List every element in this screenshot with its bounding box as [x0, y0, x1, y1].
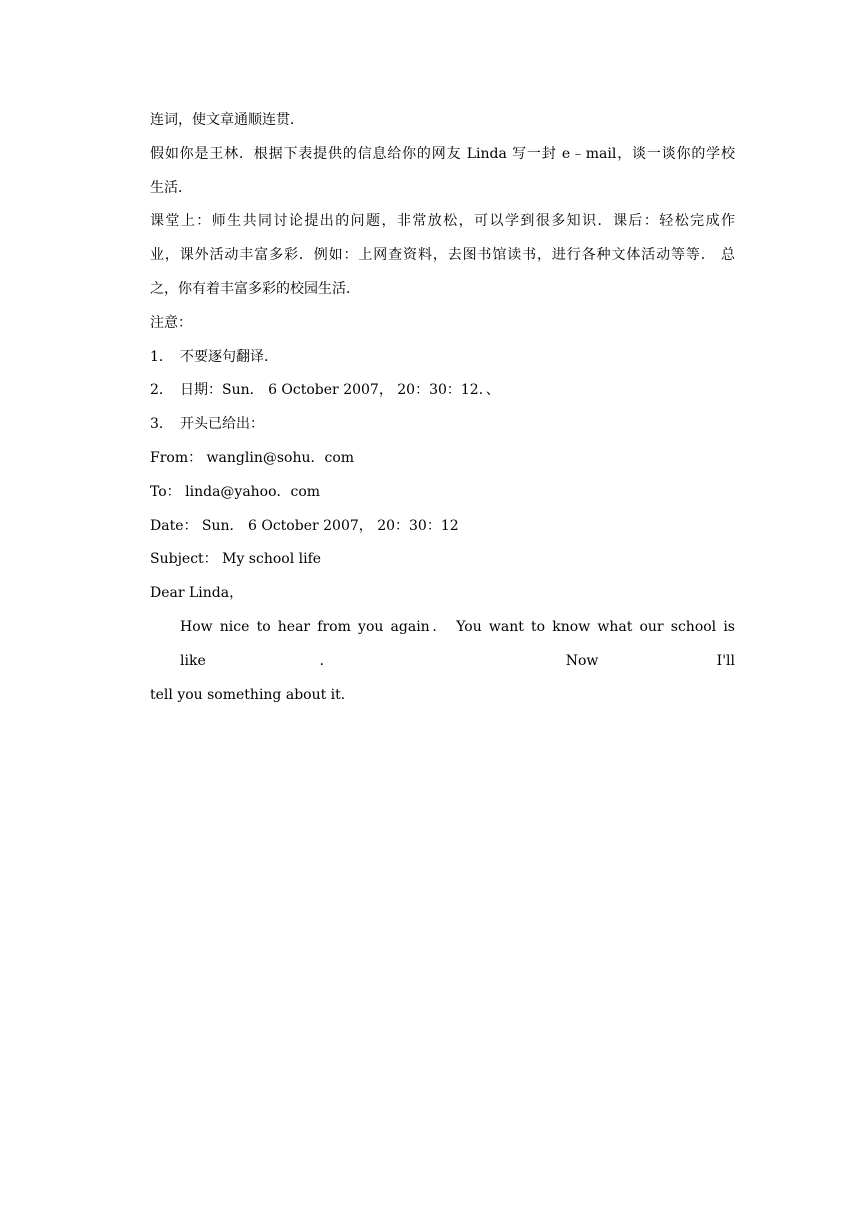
- note-item: [150, 408, 735, 442]
- note-item: [150, 374, 735, 408]
- email-body-line-2: tell you something about it．: [150, 686, 355, 703]
- note-item: [150, 341, 735, 375]
- note-text: 日期：Sun． 6 October 2007， 20：30：12．、: [180, 382, 500, 399]
- note-text: 开头已给出：: [180, 416, 264, 433]
- email-subject: Subject： My school life: [150, 551, 322, 568]
- notes-heading: 注意：: [150, 314, 192, 331]
- email-date: Date： Sun． 6 October 2007， 20：30：12: [150, 517, 459, 534]
- note-number: 2．: [150, 382, 173, 399]
- email-body-line-1: How nice to hear from you again． You want to know what our school is like． Now I'll: [180, 618, 735, 669]
- note-number: 3．: [150, 416, 173, 433]
- task-line-2: 生活．: [150, 179, 192, 196]
- task-line-1: 假如你是王林．根据下表提供的信息给你的网友 Linda 写一封 e﹣mail，谈一谈你的学校: [150, 145, 735, 162]
- intro-line: 连词，使文章通顺连贯．: [150, 112, 304, 128]
- email-from: From： wanglin@sohu．com: [150, 449, 355, 466]
- document-page: [150, 104, 735, 712]
- email-greeting: Dear Linda，: [150, 585, 244, 602]
- note-number: 1．: [150, 348, 173, 365]
- email-to: To： linda@yahoo．com: [150, 483, 321, 500]
- info-line-1: 课堂上：师生共同讨论提出的问题，非常放松，可以学到很多知识．课后：轻松完成作: [150, 213, 735, 230]
- info-line-2: 业，课外活动丰富多彩．例如：上网查资料，去图书馆读书，进行各种文体活动等等． 总: [150, 247, 735, 264]
- note-text: 不要逐句翻译．: [180, 348, 278, 365]
- info-line-3: 之，你有着丰富多彩的校园生活．: [150, 280, 360, 297]
